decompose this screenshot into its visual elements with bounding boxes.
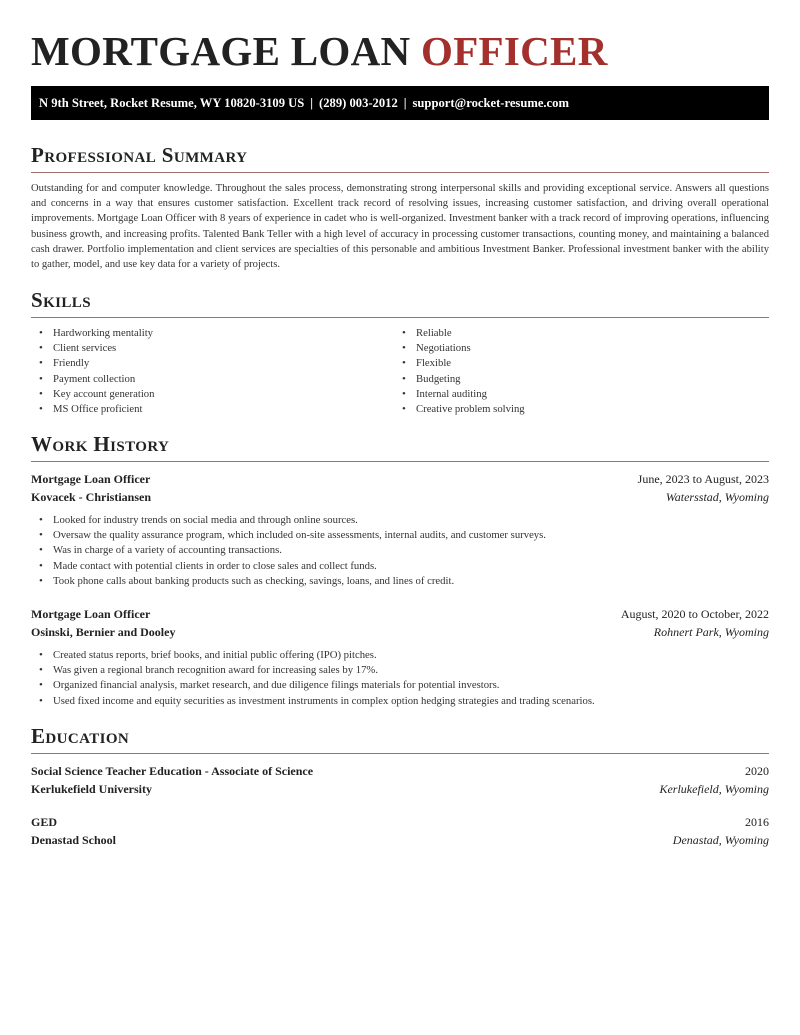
education-degree: GED — [31, 815, 58, 829]
skills-heading: Skills — [31, 288, 91, 312]
education-header-row — [31, 813, 769, 831]
job-duties-list — [31, 648, 769, 709]
job-duties-list — [31, 513, 769, 589]
education-school: Kerlukefield University — [31, 782, 152, 796]
education-heading: Education — [31, 724, 130, 748]
job-header-row — [31, 605, 769, 623]
skills-section-header — [31, 286, 769, 318]
education-degree: Social Science Teacher Education - Associate of Science — [31, 764, 314, 778]
education-year: 2016 — [745, 815, 769, 829]
skill-item: • Reliable — [394, 326, 525, 341]
skills-list-left — [31, 326, 154, 417]
education-year: 2020 — [745, 764, 769, 778]
summary-heading: Professional Summary — [31, 143, 248, 167]
job-dates: June, 2023 to August, 2023 — [637, 472, 769, 486]
job-header-row — [31, 470, 769, 488]
job-duty: • Created status reports, brief books, and initial public offering (IPO) pitches. — [31, 648, 769, 663]
job-duty: • Was given a regional branch recognition award for increasing sales by 17%. — [31, 663, 769, 678]
contact-bar — [31, 86, 769, 120]
summary-section-header — [31, 141, 769, 173]
job-duty: • Oversaw the quality assurance program, which included on-site assessments, internal audits, and customer surveys. — [31, 528, 769, 543]
job-location: Rohnert Park, Wyoming — [653, 625, 769, 639]
education-section-header — [31, 722, 769, 754]
job-title: Mortgage Loan Officer — [31, 607, 151, 621]
skills-list-right — [394, 326, 525, 417]
education-header-row — [31, 762, 769, 780]
job-duty: • Was in charge of a variety of accounting transactions. — [31, 543, 769, 558]
skill-item: • Budgeting — [394, 372, 525, 387]
education-school-row — [31, 831, 769, 849]
job-duty: • Made contact with potential clients in order to close sales and collect funds. — [31, 559, 769, 574]
job-duty: • Took phone calls about banking products such as checking, savings, loans, and lines of credit. — [31, 574, 769, 589]
skill-item: • Flexible — [394, 356, 525, 371]
job-company: Osinski, Bernier and Dooley — [31, 625, 176, 639]
job-title: Mortgage Loan Officer — [31, 472, 151, 486]
title-role: OFFICER — [421, 28, 608, 74]
contact-address: N 9th Street, Rocket Resume, WY 10820-3109 US — [39, 96, 305, 110]
contact-separator: | — [310, 96, 314, 110]
education-school-row — [31, 780, 769, 798]
job-duty: • Organized financial analysis, market research, and due diligence filings materials for potential investors. — [31, 678, 769, 693]
job-company: Kovacek - Christiansen — [31, 490, 151, 504]
skill-item: • Internal auditing — [394, 387, 525, 402]
resume-title — [31, 28, 608, 74]
work-heading: Work History — [31, 432, 170, 456]
contact-separator: | — [403, 96, 407, 110]
job-company-row — [31, 623, 769, 641]
education-school: Denastad School — [31, 833, 117, 847]
skill-item: • Payment collection — [31, 372, 154, 387]
job-company-row — [31, 488, 769, 506]
education-location: Denastad, Wyoming — [672, 833, 769, 847]
skill-item: • Creative problem solving — [394, 402, 525, 417]
contact-phone: (289) 003-2012 — [319, 96, 398, 110]
education-location: Kerlukefield, Wyoming — [659, 782, 769, 796]
skill-item: • Client services — [31, 341, 154, 356]
summary-text: Outstanding for and computer knowledge. Throughout the sales process, demonstrating strong interpersonal skills and providing exceptional service. Answers all questions and concerns in a way that ensures customer satisfaction. Excellent track record of resolving issues, increasing customer satisfaction, and driving overall operational improvements. Mortgage Loan Officer with 8 years of experience in cadet who is well-organized. Investment banker with a track record of improving operations, influencing business growth, and increasing profits. Talented Bank Teller with a high level of accuracy in processing customer transactions, counting money, and maintaining a balanced cash drawer. Portfolio implementation and client services are specialties of this personable and ambitious Investment Banker. Professional investment banker with the ability to gather, model, and use key data for a variety of projects. — [31, 183, 769, 271]
skill-item: • Hardworking mentality — [31, 326, 154, 341]
contact-email: support@rocket-resume.com — [412, 96, 569, 110]
job-duty: • Looked for industry trends on social media and through online sources. — [31, 513, 769, 528]
skill-item: • Negotiations — [394, 341, 525, 356]
job-duty: • Used fixed income and equity securities as investment instruments in complex option hedging strategies and trading scenarios. — [31, 694, 769, 709]
job-location: Watersstad, Wyoming — [665, 490, 769, 504]
skill-item: • Friendly — [31, 356, 154, 371]
work-section-header — [31, 430, 769, 462]
skill-item: • Key account generation — [31, 387, 154, 402]
skill-item: • MS Office proficient — [31, 402, 154, 417]
title-name: MORTGAGE LOAN — [31, 28, 411, 74]
job-dates: August, 2020 to October, 2022 — [620, 607, 769, 621]
